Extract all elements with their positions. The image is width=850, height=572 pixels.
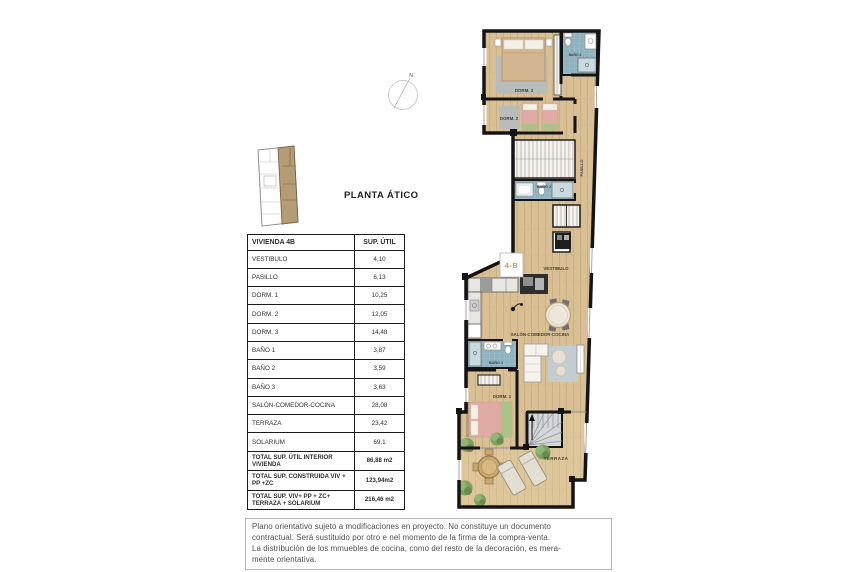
table-total-row: TOTAL SUP. CONSTRUIDA VIV + PP +ZC 123,94m2 <box>248 470 404 489</box>
room-label-terraza: TERRAZA <box>543 456 569 461</box>
room-label-dorm1: DORM. 1 <box>492 394 512 399</box>
tv-bench <box>577 345 584 373</box>
corridor-closet <box>553 205 580 227</box>
table-row: SALÓN-COMEDOR-COCINA 28,08 <box>248 396 404 414</box>
floor-plan <box>440 8 625 518</box>
table-row: DORM. 1 10,25 <box>248 286 404 304</box>
entrance-tag <box>500 253 523 277</box>
plan-title: PLANTA ÁTICO <box>344 190 419 201</box>
bano1-door-gap <box>503 338 512 343</box>
table-row: VESTIBULO 4,10 <box>248 250 404 268</box>
table-row: BAÑO 2 3,59 <box>248 359 404 377</box>
disclaimer-box <box>245 518 612 570</box>
table-header-value: SUP. ÚTIL <box>354 235 404 250</box>
table-row: DORM. 2 12,05 <box>248 304 404 322</box>
table-header-name: VIVIENDA 4B <box>252 238 296 246</box>
dorm3-bed <box>495 38 552 81</box>
key-plan <box>250 138 304 230</box>
compass-n-label: N <box>409 73 413 79</box>
stairs <box>527 412 562 447</box>
table-total-row: TOTAL SUP. ÚTIL INTERIOR VIVIENDA 86,88 m2 <box>248 451 404 470</box>
table-row: BAÑO 1 3,87 <box>248 341 404 359</box>
table-row: DORM. 3 14,48 <box>248 323 404 341</box>
room-label-pasillo: PASILLO <box>579 159 584 177</box>
table-row: TERRAZA 23,42 <box>248 414 404 432</box>
room-label-bano1: BAÑO 1 <box>488 361 504 365</box>
disclaimer-line: Plano orientativo sujeto a modificaciones en proyecto. No constituye un documento <box>252 522 551 531</box>
bano2-door-gap <box>573 183 577 193</box>
table-row: PASILLO 6,13 <box>248 268 404 286</box>
hall-closet <box>513 140 575 178</box>
room-label-bano2: BAÑO 2 <box>536 185 552 189</box>
dorm1-bed <box>466 402 512 437</box>
pouf-large <box>552 350 566 364</box>
dorm1-wardrobe <box>478 375 500 385</box>
room-label-dorm2: DORM. 2 <box>499 116 519 121</box>
disclaimer-line: mente orientativa. <box>252 554 317 564</box>
surface-table <box>247 234 405 510</box>
pouf-small <box>556 366 566 376</box>
room-label-dorm3: DORM. 3 <box>514 88 534 93</box>
disclaimer-line: contractual. Será sustituido por otro e nel momento de la firma de la compra-venta. <box>252 532 551 542</box>
compass-north-icon <box>380 68 426 116</box>
disclaimer-line: La distribución de los mmuebles de cocina, como del resto de la decoración, es mera- <box>252 543 561 553</box>
kitchen-tall-units <box>555 233 571 249</box>
table-header-row <box>248 235 404 250</box>
room-label-vestibulo: VESTIBULO <box>543 266 569 271</box>
table-total-row: TOTAL SUP. VIV+ PP + ZC+ TERRAZA + SOLARIUM 216,46 m2 <box>248 490 404 509</box>
entrance-tag-label: 4-B <box>504 261 519 270</box>
kitchen-island <box>520 274 548 294</box>
table-row: SOLARIUM 69,1 <box>248 432 404 450</box>
table-row: BAÑO 3 3,63 <box>248 378 404 396</box>
key-plan-highlight <box>278 146 298 224</box>
room-label-salon: SALÓN-COMEDOR-COCINA <box>510 332 570 337</box>
room-label-bano3: BAÑO 3 <box>568 53 582 57</box>
